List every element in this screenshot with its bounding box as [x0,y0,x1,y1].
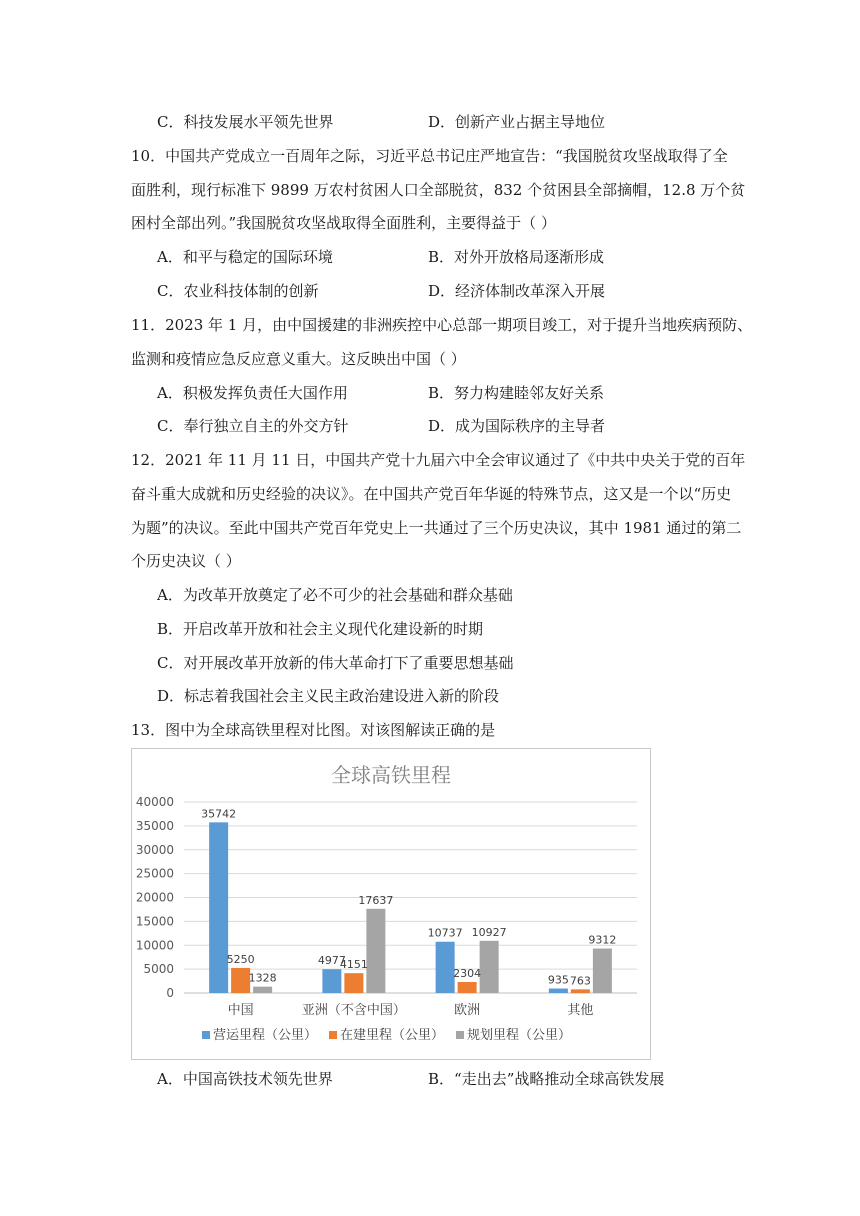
q10-option-c: C．农业科技体制的创新 [157,282,319,300]
q12-option-c: C．对开展改革开放新的伟大革命打下了重要思想基础 [157,654,514,672]
x-category-label: 中国 [227,1003,254,1018]
q11-option-d: D．成为国际秩序的主导者 [428,417,606,435]
q10-stem-line2: 面胜利，现行标准下 9899 万农村贫困人口全部脱贫，832 个贫困县全部摘帽，12.8 万个贫 [131,181,746,199]
bar-3 [480,941,499,993]
legend-swatch [202,1031,210,1039]
bar-2 [458,982,477,993]
data-label: 4151 [339,958,368,972]
legend-swatch [456,1031,464,1039]
data-label: 1328 [248,971,277,985]
q11-option-a: A．积极发挥负责任大国作用 [157,384,348,402]
y-tick-label: 25000 [135,866,174,881]
q12-stem-line4: 个历史决议（ ） [131,552,241,570]
data-label: 935 [547,973,569,987]
data-label: 9312 [588,933,617,947]
q13-stem-line1: 13．图中为全球高铁里程对比图。对该图解读正确的是 [131,721,496,739]
bar-1 [436,942,455,993]
q11-stem-line2: 监测和疫情应急反应意义重大。这反映出中国（ ） [131,350,466,368]
y-tick-label: 35000 [135,818,174,833]
q12-stem-line1: 12．2021 年 11 月 11 日，中国共产党十九届六中全会审议通过了《中共中央关于党的百年 [131,451,746,469]
bar-1 [322,969,341,993]
bar-3 [593,949,612,993]
legend-label: 在建里程（公里） [340,1028,445,1043]
q10-option-b: B．对外开放格局逐渐形成 [428,248,605,266]
y-tick-label: 0 [166,986,174,1000]
q11-stem-line1: 11．2023 年 1 月，由中国援建的非洲疾控中心总部一期项目竣工，对于提升当地疾病预防、 [131,316,753,334]
bar-2 [571,989,590,993]
legend-label: 营运里程（公里） [213,1028,318,1043]
bar-1 [549,989,568,993]
bar-1 [209,822,228,993]
q12-stem-line2: 奋斗重大成就和历史经验的决议》。在中国共产党百年华诞的特殊节点，这又是一个以“历史 [131,485,732,503]
q13-option-b: B．“走出去”战略推动全球高铁发展 [428,1070,665,1088]
bar-2 [231,968,250,993]
bar-2 [344,973,363,993]
data-label: 10737 [427,926,463,940]
rail-mileage-chart [131,748,651,1060]
q10-stem-line1: 10．中国共产党成立一百周年之际，习近平总书记庄严地宣告：“我国脱贫攻坚战取得了全 [131,147,728,165]
bar-3 [366,909,385,993]
data-label: 35742 [201,807,237,821]
y-tick-label: 10000 [135,938,174,953]
data-label: 2304 [453,966,482,980]
bar-3 [253,987,272,993]
q12-option-a: A．为改革开放奠定了必不可少的社会基础和群众基础 [157,586,513,604]
legend-label: 规划里程（公里） [467,1028,572,1043]
q9-option-d: D．创新产业占据主导地位 [428,113,606,131]
y-tick-label: 5000 [143,962,174,977]
q11-option-b: B．努力构建睦邻友好关系 [428,384,605,402]
y-tick-label: 15000 [135,914,174,929]
x-category-label: 欧洲 [454,1003,481,1018]
y-tick-label: 40000 [135,795,174,809]
data-label: 4977 [317,954,346,968]
data-label: 17637 [358,893,394,907]
q12-option-d: D．标志着我国社会主义民主政治建设进入新的阶段 [157,687,500,705]
x-category-label: 其他 [567,1003,594,1018]
data-label: 5250 [226,952,255,966]
data-label: 10927 [471,925,507,939]
y-tick-label: 30000 [135,842,174,857]
q13-option-a: A．中国高铁技术领先世界 [157,1070,333,1088]
q12-option-b: B．开启改革开放和社会主义现代化建设新的时期 [157,620,484,638]
q12-stem-line3: 为题”的决议。至此中国共产党百年党史上一共通过了三个历史决议，其中 1981 通过的第二 [131,519,742,537]
chart-title: 全球高铁里程 [331,763,451,787]
q10-option-a: A．和平与稳定的国际环境 [157,248,333,266]
q10-option-d: D．经济体制改革深入开展 [428,282,606,300]
y-tick-label: 20000 [135,890,174,905]
legend-swatch [329,1031,337,1039]
x-category-label: 亚洲（不含中国） [301,1003,406,1018]
data-label: 763 [569,974,591,988]
chart-svg [132,749,650,1059]
q10-stem-line3: 困村全部出列。”我国脱贫攻坚战取得全面胜利，主要得益于（ ） [131,214,556,232]
q11-option-c: C．奉行独立自主的外交方针 [157,417,349,435]
q9-option-c: C．科技发展水平领先世界 [157,113,334,131]
